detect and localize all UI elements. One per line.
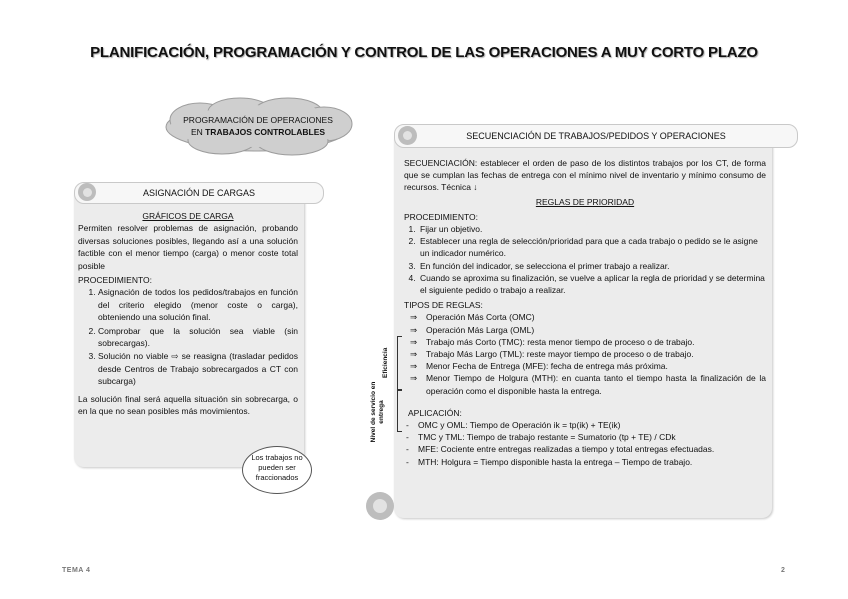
cloud-line-1: PROGRAMACIÓN DE OPERACIONES [183, 115, 333, 125]
left-procedure-label: PROCEDIMIENTO: [78, 275, 152, 286]
application-section [404, 407, 766, 468]
note-oval: Los trabajos no pueden ser fraccionados [242, 446, 312, 494]
application-item: - OMC y OML: Tiempo de Operación ik = tp(ik) + TE(ik) [418, 419, 766, 431]
left-panel-header: ASIGNACIÓN DE CARGAS [142, 188, 256, 198]
rule-type-item: ⇒ Menor Fecha de Entrega (MFE): fecha de entrega más próxima. [410, 361, 668, 372]
application-item: - TMC y TML: Tiempo de trabajo restante = Sumatorio (tp + TE) / CDk [418, 431, 766, 443]
left-scroll-curl-top-inner [83, 188, 92, 197]
left-subtitle: GRÁFICOS DE CARGA [142, 211, 234, 221]
right-panel-header: SECUENCIACIÓN DE TRABAJOS/PEDIDOS Y OPERACIONES [466, 131, 726, 141]
arrow-icon: ⇒ [410, 349, 418, 360]
rule-types-list [404, 311, 766, 396]
sequencing-definition: SECUENCIACIÓN: establecer el orden de paso de los distintos trabajos por los CT, de forma que se cumplan las fechas de entrega con el mínimo nivel de inventario y mínimo consumo de recursos. Técnica ↓ [404, 158, 766, 193]
right-step: 4. Cuando se aproxima su finalización, se vuelve a aplicar la regla de prioridad y se determina el siguiente pedido o trabajo a realizar. [418, 272, 766, 296]
left-step: 3. Solución no viable ⇨ se reasigna (trasladar pedidos desde Centros de Trabajo sobrecargados a CT con subcarga) [98, 350, 298, 387]
left-intro: Permiten resolver problemas de asignación, probando diversas soluciones posibles, llegando así a una solución factible con el menor tiempo (carga) o menor coste total posible [78, 223, 298, 271]
left-step: 2. Comprobar que la solución sea viable (sin sobrecargas). [98, 325, 298, 350]
arrow-icon: ⇒ [410, 361, 418, 372]
left-steps-list [78, 286, 298, 387]
cloud-callout [160, 96, 356, 158]
arrow-icon: ⇒ [410, 336, 418, 347]
arrow-icon: ⇒ [410, 324, 418, 335]
left-panel-body [78, 210, 298, 418]
right-steps-list [404, 223, 766, 296]
application-list [404, 419, 766, 468]
footer-page-number: 2 [781, 567, 785, 574]
rule-type-item: ⇒ Operación Más Corta (OMC) [410, 312, 535, 323]
efficiency-group-label: Eficiencia [382, 347, 389, 378]
left-step: 1. Asignación de todos los pedidos/trabajos en función del criterio elegido (menor coste o carga), obteniendo una solución final. [98, 286, 298, 323]
right-scroll-header [394, 124, 798, 148]
right-step: 1. Fijar un objetivo. [418, 223, 766, 235]
rule-type-item: ⇒ Menor Tiempo de Holgura (MTH): en cuanta tanto el tiempo hasta la finalización de la operación como el disponible hasta la entrega. [410, 373, 766, 396]
arrow-icon: ⇒ [410, 373, 418, 384]
arrow-icon: ⇒ [410, 312, 418, 323]
application-item: - MTH: Holgura = Tiempo disponible hasta la entrega – Tiempo de trabajo. [418, 456, 766, 468]
efficiency-brace [397, 336, 402, 390]
cloud-text [160, 114, 356, 138]
rules-title: REGLAS DE PRIORIDAD [535, 196, 635, 207]
page-title: PLANIFICACIÓN, PROGRAMACIÓN Y CONTROL DE LAS OPERACIONES A MUY CORTO PLAZO [90, 44, 758, 61]
application-label: APLICACIÓN: [408, 407, 462, 418]
footer-topic: TEMA 4 [62, 567, 91, 574]
service-group-label: Nivel de servicio en entrega [370, 381, 385, 443]
left-scroll-header [74, 182, 324, 204]
rule-type-item: ⇒ Trabajo más Corto (TMC): resta menor tiempo de proceso o de trabajo. [410, 336, 695, 347]
cloud-line-2-bold: TRABAJOS CONTROLABLES [205, 127, 326, 137]
cloud-line-2: EN TRABAJOS CONTROLABLES [190, 127, 326, 137]
right-scroll-curl-bottom-inner [373, 499, 387, 513]
right-procedure-label: PROCEDIMIENTO: [404, 211, 478, 222]
right-scroll-curl-top-inner [403, 131, 412, 140]
rule-types-label: TIPOS DE REGLAS: [404, 300, 483, 311]
service-brace [397, 390, 402, 432]
right-panel-body [404, 157, 766, 468]
rule-type-item: ⇒ Trabajo Más Largo (TML): reste mayor tiempo de proceso o de trabajo. [410, 349, 694, 360]
rule-type-item: ⇒ Operación Más Larga (OML) [410, 324, 535, 335]
left-conclusion: La solución final será aquella situación sin sobrecarga, o en la que no sean posibles más movimientos. [78, 393, 298, 417]
application-item: - MFE: Cociente entre entregas realizadas a tiempo y total entregas efectuadas. [418, 443, 766, 455]
right-step: 2. Establecer una regla de selección/prioridad para que a cada trabajo o pedido se le asigne un indicador numérico. [418, 235, 766, 259]
right-step: 3. En función del indicador, se selecciona el primer trabajo a realizar. [418, 260, 766, 272]
